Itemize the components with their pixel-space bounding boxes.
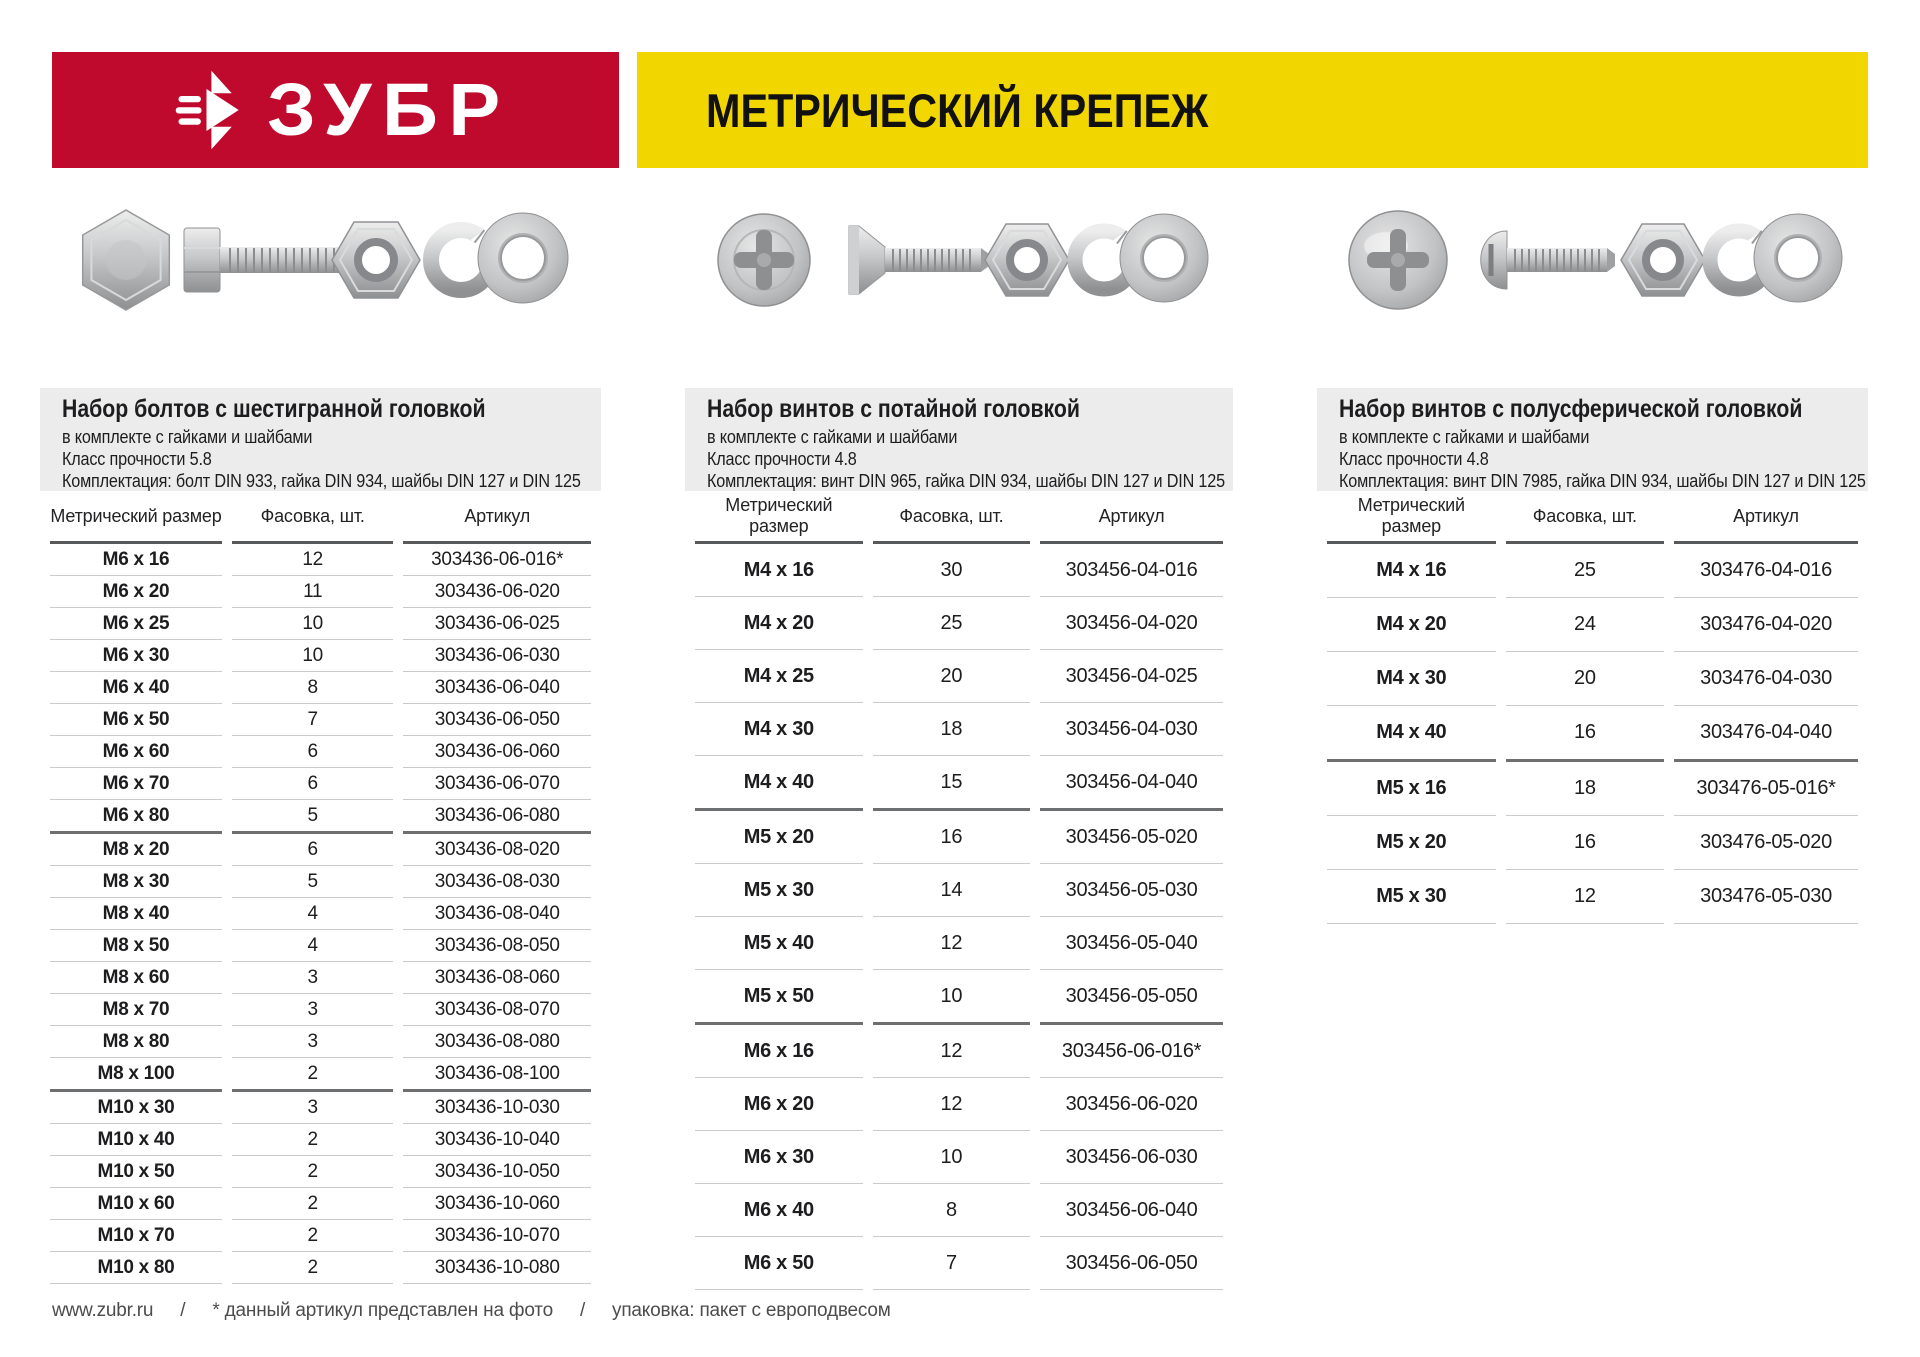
qty-cell: 24 <box>1506 598 1664 652</box>
size-cell: М4 х 16 <box>695 544 863 597</box>
size-cell: М6 х 40 <box>50 672 222 704</box>
product-subtitle: в комплекте с гайками и шайбами <box>707 427 958 447</box>
table-row <box>50 736 591 768</box>
size-cell: М10 х 70 <box>50 1220 222 1252</box>
qty-cell: 6 <box>232 834 394 866</box>
article-cell: 303456-05-050 <box>1040 970 1223 1025</box>
product-columns <box>40 185 1868 1290</box>
qty-cell: 6 <box>232 736 394 768</box>
table-row <box>50 672 591 704</box>
table-row <box>695 917 1223 970</box>
qty-cell: 25 <box>873 597 1030 650</box>
table-row <box>695 1184 1223 1237</box>
qty-cell: 5 <box>232 866 394 898</box>
table-row <box>695 1237 1223 1290</box>
size-cell: М4 х 25 <box>695 650 863 703</box>
article-cell: 303436-06-050 <box>403 704 591 736</box>
size-cell: М6 х 40 <box>695 1184 863 1237</box>
packaging-note: упаковка: пакет с европодвесом <box>612 1300 891 1321</box>
size-cell: М5 х 20 <box>695 811 863 864</box>
table-row <box>50 834 591 866</box>
size-cell: М5 х 40 <box>695 917 863 970</box>
product-info <box>40 388 601 491</box>
article-cell: 303436-06-060 <box>403 736 591 768</box>
qty-cell: 15 <box>873 756 1030 811</box>
qty-cell: 14 <box>873 864 1030 917</box>
article-cell: 303476-04-016 <box>1674 544 1858 598</box>
product-section-hex-bolts <box>40 185 601 1290</box>
size-cell: М6 х 30 <box>695 1131 863 1184</box>
size-cell: М8 х 20 <box>50 834 222 866</box>
size-cell: М6 х 30 <box>50 640 222 672</box>
table-row <box>50 866 591 898</box>
article-cell: 303436-10-080 <box>403 1252 591 1284</box>
article-cell: 303456-04-020 <box>1040 597 1223 650</box>
qty-cell: 10 <box>873 970 1030 1025</box>
table-row <box>50 930 591 962</box>
size-cell: М6 х 16 <box>695 1025 863 1078</box>
col-header-qty: Фасовка, шт. <box>873 491 1030 544</box>
table-row <box>50 1026 591 1058</box>
table-row <box>1327 816 1858 870</box>
qty-cell: 18 <box>873 703 1030 756</box>
table-row <box>695 597 1223 650</box>
col-header-article: Артикул <box>1674 491 1858 544</box>
article-cell: 303456-06-050 <box>1040 1237 1223 1290</box>
size-cell: М4 х 30 <box>695 703 863 756</box>
table-row <box>695 970 1223 1025</box>
article-cell: 303456-05-040 <box>1040 917 1223 970</box>
qty-cell: 3 <box>232 1026 394 1058</box>
col-header-qty: Фасовка, шт. <box>1506 491 1664 544</box>
qty-cell: 12 <box>873 917 1030 970</box>
qty-cell: 10 <box>232 640 394 672</box>
table-row <box>50 1058 591 1092</box>
hex-nut-image <box>1621 224 1705 296</box>
size-cell: М6 х 20 <box>695 1078 863 1131</box>
article-cell: 303476-04-040 <box>1674 706 1858 762</box>
article-cell: 303436-06-025 <box>403 608 591 640</box>
size-cell: М8 х 50 <box>50 930 222 962</box>
size-cell: М10 х 80 <box>50 1252 222 1284</box>
pan-head-screw-set-photo <box>1317 185 1868 335</box>
size-cell: М10 х 40 <box>50 1124 222 1156</box>
hex-nut-image <box>332 222 420 298</box>
pan-head-screw-side-view-image <box>1480 231 1614 289</box>
qty-cell: 4 <box>232 930 394 962</box>
size-cell: М8 х 70 <box>50 994 222 1026</box>
article-cell: 303436-10-070 <box>403 1220 591 1252</box>
screw-head-top-view-image <box>718 214 810 306</box>
qty-cell: 12 <box>232 544 394 576</box>
size-cell: М5 х 16 <box>1327 762 1496 816</box>
col-header-article: Артикул <box>1040 491 1223 544</box>
size-cell: М5 х 30 <box>695 864 863 917</box>
product-section-pan-head-screws <box>1317 185 1868 1290</box>
footer <box>52 1300 891 1322</box>
size-cell: М4 х 16 <box>1327 544 1496 598</box>
flat-washer-image <box>478 213 568 303</box>
size-cell: М4 х 30 <box>1327 652 1496 706</box>
article-cell: 303436-06-080 <box>403 800 591 834</box>
qty-cell: 18 <box>1506 762 1664 816</box>
table-row <box>50 1252 591 1284</box>
size-cell: М4 х 20 <box>695 597 863 650</box>
zubr-bison-logo-icon <box>171 68 249 152</box>
table-row <box>50 994 591 1026</box>
qty-cell: 2 <box>232 1252 394 1284</box>
article-cell: 303436-08-070 <box>403 994 591 1026</box>
product-title: Набор винтов с потайной головкой <box>707 395 1080 423</box>
qty-cell: 8 <box>873 1184 1030 1237</box>
article-cell: 303436-06-030 <box>403 640 591 672</box>
hex-bolt-set-photo <box>40 185 601 335</box>
size-cell: М5 х 30 <box>1327 870 1496 924</box>
qty-cell: 12 <box>873 1078 1030 1131</box>
strength-class: Класс прочности 4.8 <box>1339 449 1489 469</box>
article-cell: 303436-10-040 <box>403 1124 591 1156</box>
table-row <box>1327 706 1858 762</box>
size-cell: М8 х 30 <box>50 866 222 898</box>
article-cell: 303476-05-030 <box>1674 870 1858 924</box>
col-header-size: Метрический размер <box>695 491 863 544</box>
table-row <box>695 864 1223 917</box>
article-cell: 303436-08-060 <box>403 962 591 994</box>
photo-note: * данный артикул представлен на фото <box>212 1300 553 1321</box>
table-row <box>50 898 591 930</box>
product-subtitle: в комплекте с гайками и шайбами <box>1339 427 1590 447</box>
qty-cell: 25 <box>1506 544 1664 598</box>
size-cell: М4 х 40 <box>695 756 863 811</box>
article-cell: 303436-06-020 <box>403 576 591 608</box>
article-cell: 303436-08-040 <box>403 898 591 930</box>
article-cell: 303456-05-020 <box>1040 811 1223 864</box>
qty-cell: 20 <box>1506 652 1664 706</box>
article-cell: 303456-06-020 <box>1040 1078 1223 1131</box>
product-section-countersunk-screws <box>685 185 1233 1290</box>
article-cell: 303456-05-030 <box>1040 864 1223 917</box>
table-row <box>695 703 1223 756</box>
hex-bolt-side-view-image <box>184 228 350 292</box>
size-cell: М10 х 60 <box>50 1188 222 1220</box>
size-cell: М6 х 50 <box>50 704 222 736</box>
table-row <box>50 1092 591 1124</box>
qty-cell: 11 <box>232 576 394 608</box>
size-cell: М8 х 40 <box>50 898 222 930</box>
table-row <box>50 1156 591 1188</box>
qty-cell: 16 <box>1506 816 1664 870</box>
article-cell: 303436-08-030 <box>403 866 591 898</box>
flat-washer-image <box>1754 214 1842 302</box>
size-cell: М5 х 20 <box>1327 816 1496 870</box>
article-cell: 303436-10-050 <box>403 1156 591 1188</box>
qty-cell: 16 <box>873 811 1030 864</box>
size-cell: М6 х 50 <box>695 1237 863 1290</box>
col-header-size: Метрический размер <box>50 491 222 544</box>
table-row <box>50 704 591 736</box>
table-row <box>50 544 591 576</box>
article-cell: 303456-04-030 <box>1040 703 1223 756</box>
size-cell: М8 х 100 <box>50 1058 222 1092</box>
size-table <box>685 491 1233 1290</box>
size-cell: М6 х 16 <box>50 544 222 576</box>
article-cell: 303456-06-040 <box>1040 1184 1223 1237</box>
table-row <box>50 576 591 608</box>
size-cell: М6 х 20 <box>50 576 222 608</box>
article-cell: 303476-04-020 <box>1674 598 1858 652</box>
qty-cell: 7 <box>232 704 394 736</box>
size-cell: М8 х 60 <box>50 962 222 994</box>
countersunk-screw-set-photo <box>685 185 1233 335</box>
size-cell: М6 х 60 <box>50 736 222 768</box>
size-table <box>40 491 601 1284</box>
kit-contents: Комплектация: винт DIN 7985, гайка DIN 934, шайбы DIN 127 и DIN 125 <box>1339 471 1866 491</box>
countersunk-screw-side-view-image <box>849 226 989 294</box>
table-row <box>695 1078 1223 1131</box>
qty-cell: 16 <box>1506 706 1664 762</box>
brand-box <box>52 52 619 168</box>
qty-cell: 2 <box>232 1156 394 1188</box>
table-row <box>50 1124 591 1156</box>
banner <box>637 52 1868 168</box>
qty-cell: 6 <box>232 768 394 800</box>
table-row <box>695 756 1223 811</box>
qty-cell: 3 <box>232 1092 394 1124</box>
table-row <box>50 800 591 834</box>
qty-cell: 12 <box>873 1025 1030 1078</box>
size-cell: М10 х 50 <box>50 1156 222 1188</box>
article-cell: 303436-08-100 <box>403 1058 591 1092</box>
separator: / <box>579 1300 586 1321</box>
size-cell: М6 х 25 <box>50 608 222 640</box>
table-row <box>695 1131 1223 1184</box>
page-title: МЕТРИЧЕСКИЙ КРЕПЕЖ <box>706 83 1209 137</box>
size-cell: М6 х 80 <box>50 800 222 834</box>
article-cell: 303456-06-030 <box>1040 1131 1223 1184</box>
col-header-size: Метрический размер <box>1327 491 1496 544</box>
kit-contents: Комплектация: болт DIN 933, гайка DIN 934, шайбы DIN 127 и DIN 125 <box>62 471 581 491</box>
qty-cell: 8 <box>232 672 394 704</box>
table-row <box>1327 652 1858 706</box>
size-cell: М6 х 70 <box>50 768 222 800</box>
qty-cell: 5 <box>232 800 394 834</box>
article-cell: 303436-08-050 <box>403 930 591 962</box>
article-cell: 303476-05-020 <box>1674 816 1858 870</box>
article-cell: 303456-04-040 <box>1040 756 1223 811</box>
separator: / <box>180 1300 186 1321</box>
qty-cell: 7 <box>873 1237 1030 1290</box>
table-row <box>50 1220 591 1252</box>
qty-cell: 20 <box>873 650 1030 703</box>
product-title: Набор болтов с шестигранной головкой <box>62 395 486 423</box>
article-cell: 303456-04-016 <box>1040 544 1223 597</box>
table-row <box>1327 598 1858 652</box>
table-row <box>50 1188 591 1220</box>
qty-cell: 10 <box>232 608 394 640</box>
product-subtitle: в комплекте с гайками и шайбами <box>62 427 313 447</box>
product-info <box>685 388 1233 491</box>
flat-washer-image <box>1120 214 1208 302</box>
size-table <box>1317 491 1868 924</box>
qty-cell: 2 <box>232 1124 394 1156</box>
qty-cell: 2 <box>232 1058 394 1092</box>
article-cell: 303436-06-040 <box>403 672 591 704</box>
table-row <box>50 640 591 672</box>
table-row <box>1327 544 1858 598</box>
article-cell: 303456-06-016* <box>1040 1025 1223 1078</box>
article-cell: 303436-06-070 <box>403 768 591 800</box>
article-cell: 303436-08-020 <box>403 834 591 866</box>
table-row <box>695 544 1223 597</box>
qty-cell: 3 <box>232 994 394 1026</box>
brand-name: ЗУБР <box>267 68 512 151</box>
article-cell: 303476-05-016* <box>1674 762 1858 816</box>
table-row <box>1327 870 1858 924</box>
qty-cell: 2 <box>232 1220 394 1252</box>
qty-cell: 4 <box>232 898 394 930</box>
size-cell: М4 х 20 <box>1327 598 1496 652</box>
kit-contents: Комплектация: винт DIN 965, гайка DIN 934, шайбы DIN 127 и DIN 125 <box>707 471 1225 491</box>
table-row <box>50 962 591 994</box>
col-header-qty: Фасовка, шт. <box>232 491 394 544</box>
article-cell: 303456-04-025 <box>1040 650 1223 703</box>
table-row <box>1327 762 1858 816</box>
table-row <box>695 1025 1223 1078</box>
table-row <box>50 608 591 640</box>
article-cell: 303436-08-080 <box>403 1026 591 1058</box>
bolt-head-top-view-image <box>82 210 169 310</box>
qty-cell: 10 <box>873 1131 1030 1184</box>
col-header-article: Артикул <box>403 491 591 544</box>
strength-class: Класс прочности 4.8 <box>707 449 857 469</box>
size-cell: М8 х 80 <box>50 1026 222 1058</box>
qty-cell: 12 <box>1506 870 1664 924</box>
article-cell: 303436-10-030 <box>403 1092 591 1124</box>
table-row <box>695 811 1223 864</box>
size-cell: М10 х 30 <box>50 1092 222 1124</box>
article-cell: 303436-10-060 <box>403 1188 591 1220</box>
qty-cell: 2 <box>232 1188 394 1220</box>
size-cell: М4 х 40 <box>1327 706 1496 762</box>
qty-cell: 3 <box>232 962 394 994</box>
product-info <box>1317 388 1868 491</box>
product-title: Набор винтов с полусферической головкой <box>1339 395 1803 423</box>
hex-nut-image <box>985 224 1069 296</box>
qty-cell: 30 <box>873 544 1030 597</box>
table-row <box>695 650 1223 703</box>
strength-class: Класс прочности 5.8 <box>62 449 212 469</box>
screw-head-top-view-image <box>1349 211 1447 309</box>
size-cell: М5 х 50 <box>695 970 863 1025</box>
article-cell: 303436-06-016* <box>403 544 591 576</box>
article-cell: 303476-04-030 <box>1674 652 1858 706</box>
site-url: www.zubr.ru <box>52 1300 154 1321</box>
table-row <box>50 768 591 800</box>
